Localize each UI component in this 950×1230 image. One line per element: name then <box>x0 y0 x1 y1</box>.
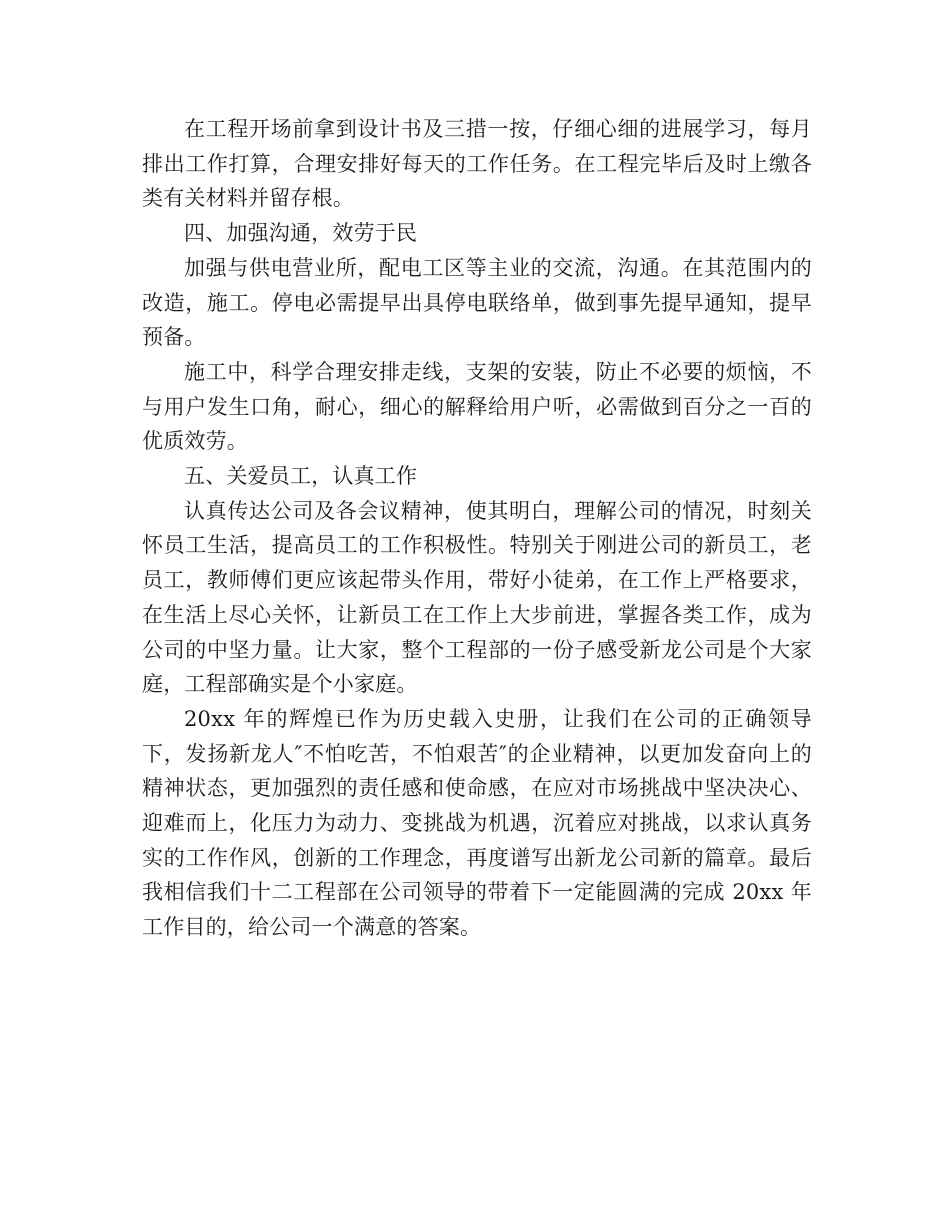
heading-section-four: 四、加强沟通，效劳于民 <box>184 221 418 246</box>
paragraph-employee-care: 认真传达公司及各会议精神，使其明白，理解公司的情况，时刻关怀员工生活，提高员工的工作积极性。特别关于刚进公司的新员工，老员工，教师傅们更应该起带头作用，带好小徒弟，在工作上严格要求，在生活上尽心关怀，让新员工在工作上大步前进，掌握各类工作，成为公司的中坚力量。让大家，整个工程部的一份子感受新龙公司是个大家庭，工程部确实是个小家庭。 <box>142 498 812 697</box>
paragraph-work-planning: 在工程开场前拿到设计书及三措一按，仔细心细的进展学习，每月排出工作打算，合理安排好每天的工作任务。在工程完毕后及时上缴各类有关材料并留存根。 <box>142 117 812 211</box>
document-body <box>142 112 812 945</box>
paragraph-communication: 加强与供电营业所，配电工区等主业的交流，沟通。在其范围内的改造，施工。停电必需提早出具停电联络单，做到事先提早通知，提早预备。 <box>142 255 812 350</box>
heading-section-five: 五、关爱员工，认真工作 <box>184 464 418 489</box>
paragraph-construction-service: 施工中，科学合理安排走线，支架的安装，防止不必要的烦恼，不与用户发生口角，耐心，细心的解释给用户听，必需做到百分之一百的优质效劳。 <box>142 359 812 454</box>
paragraph-conclusion: 20xx 年的辉煌已作为历史载入史册，让我们在公司的正确领导下，发扬新龙人″不怕吃苦，不怕艰苦″的企业精神，以更加发奋向上的精神状态，更加强烈的责任感和使命感，在应对市场挑战中坚决决心、迎难而上，化压力为动力、变挑战为机遇，沉着应对挑战，以求认真务实的工作作风，创新的工作理念，再度谱写出新龙公司新的篇章。最后我相信我们十二工程部在公司领导的带着下一定能圆满的完成 20xx 年工作目的，给公司一个满意的答案。 <box>142 706 812 940</box>
